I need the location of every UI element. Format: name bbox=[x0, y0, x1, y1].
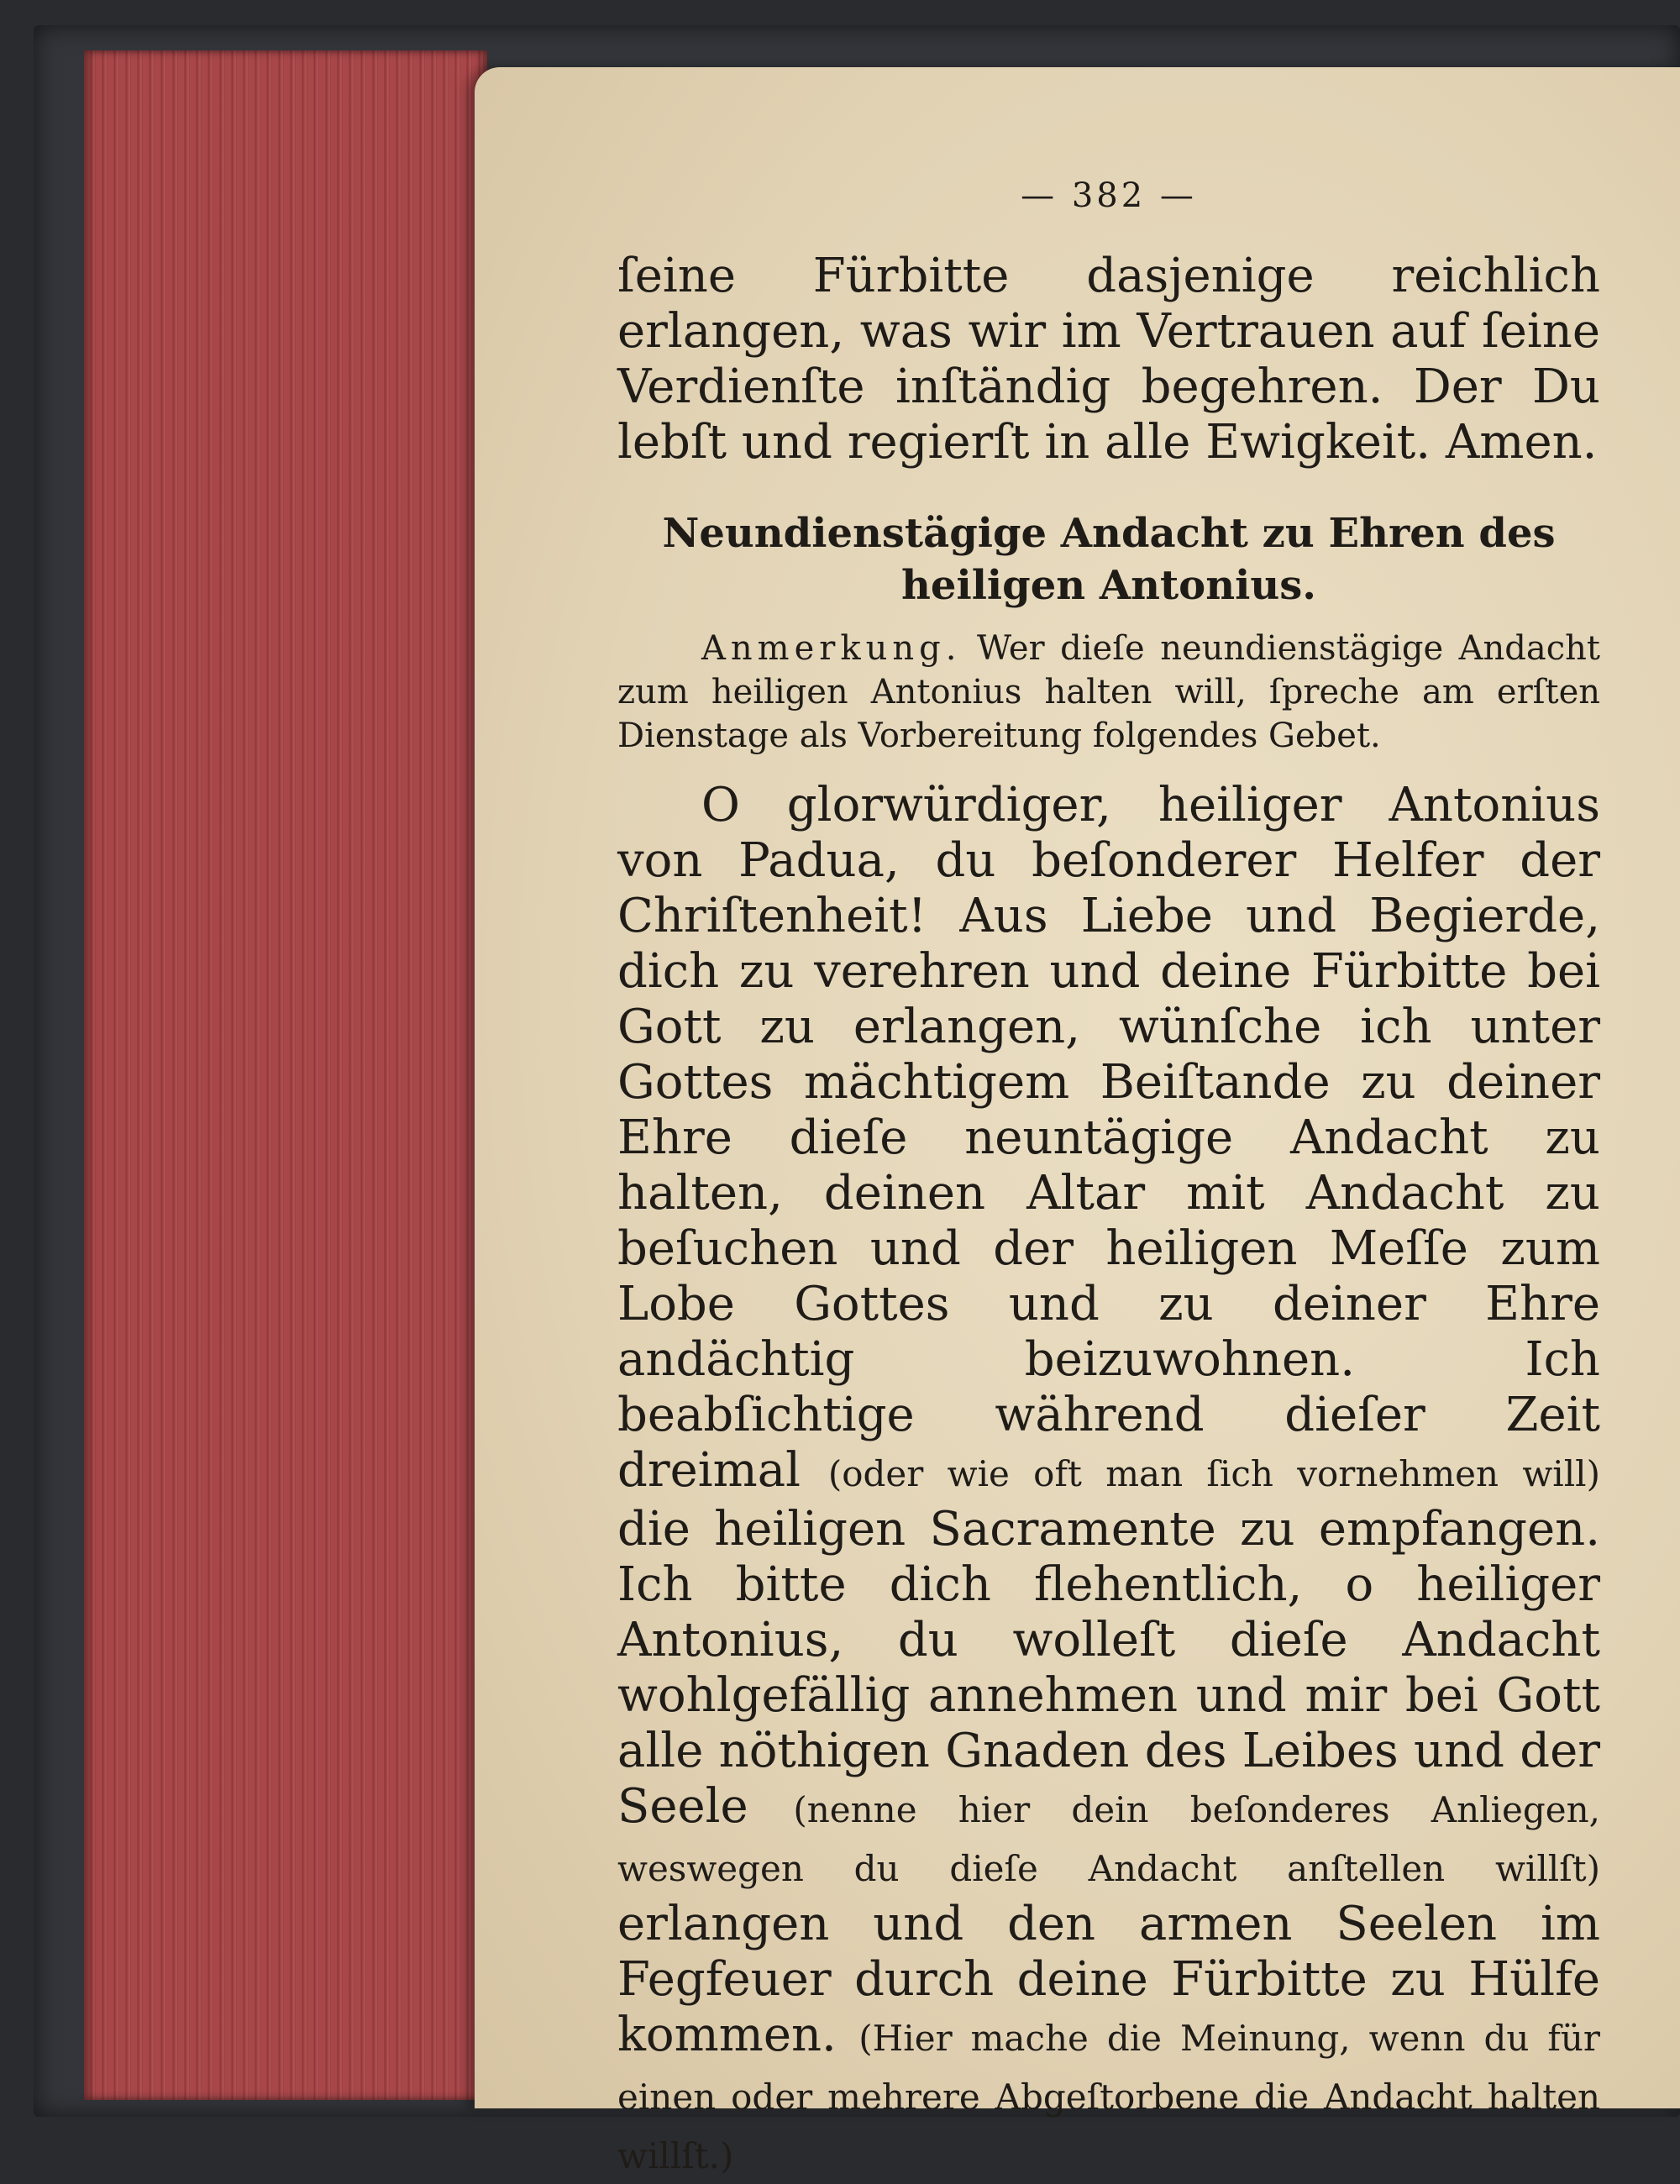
prayer-aside-1: (oder wie oft man ſich vornehmen will) bbox=[827, 1453, 1600, 1494]
prayer-part-1: O glorwürdiger, heiliger Antonius von Padua, du beſonderer Helfer der Chriſtenheit! Aus Liebe und Begierde, dich zu verehren und deine Fürbitte bei Gott zu erlangen, wünſche ich unter Gottes mächtigem Beiſtande zu deiner Ehre dieſe neuntägige Andacht zu halten, deinen Altar mit Andacht zu beſuchen und der heiligen Meſſe zum Lobe Gottes und zu deiner Ehre andächtig beizuwohnen. Ich beabſichtige während dieſer Zeit dreimal bbox=[617, 778, 1600, 1498]
prayer-paragraph bbox=[617, 778, 1600, 2184]
page-stack-red-edges bbox=[84, 50, 487, 2100]
section-heading: Neundienstägige Andacht zu Ehren des heiligen Antonius. bbox=[662, 510, 1556, 609]
prayer-aside-3: (Hier mache die Meinung, wenn du für einen oder mehrere Abgeſtorbene die Andacht halten willſt.) bbox=[617, 2018, 1600, 2176]
note-paragraph bbox=[617, 627, 1600, 758]
prayer-part-2: die heiligen Sacramente zu empfangen. Ich bitte dich flehentlich, o heiliger Antonius, du wolleſt dieſe Andacht wohlgefällig annehmen und mir bei Gott alle nöthigen Gnaden des Leibes und der Seele bbox=[617, 1502, 1600, 1834]
page-text bbox=[617, 168, 1600, 2184]
opening-paragraph: ſeine Fürbitte dasjenige reichlich erlangen, was wir im Vertrauen auf ſeine Verdienſte inſtändig begehren. Der Du lebſt und regierſt in alle Ewigkeit. Amen. bbox=[617, 249, 1600, 470]
page-number: — 382 — bbox=[1021, 176, 1197, 215]
prayer-part-3: erlangen und den armen Seelen im Fegfeuer durch deine Fürbitte zu Hülfe kommen. bbox=[617, 1897, 1600, 2062]
note-label: Anmerkung. bbox=[701, 629, 962, 668]
note-text: Wer dieſe neundienstägige Andacht zum heiligen Antonius halten will, ſpreche am erſten Dienstage als Vorbereitung folgendes Gebet. bbox=[617, 629, 1600, 755]
prayer-aside-2: (nenne hier dein beſonderes Anliegen, weswegen du dieſe Andacht anſtellen willſt) bbox=[617, 1789, 1600, 1889]
